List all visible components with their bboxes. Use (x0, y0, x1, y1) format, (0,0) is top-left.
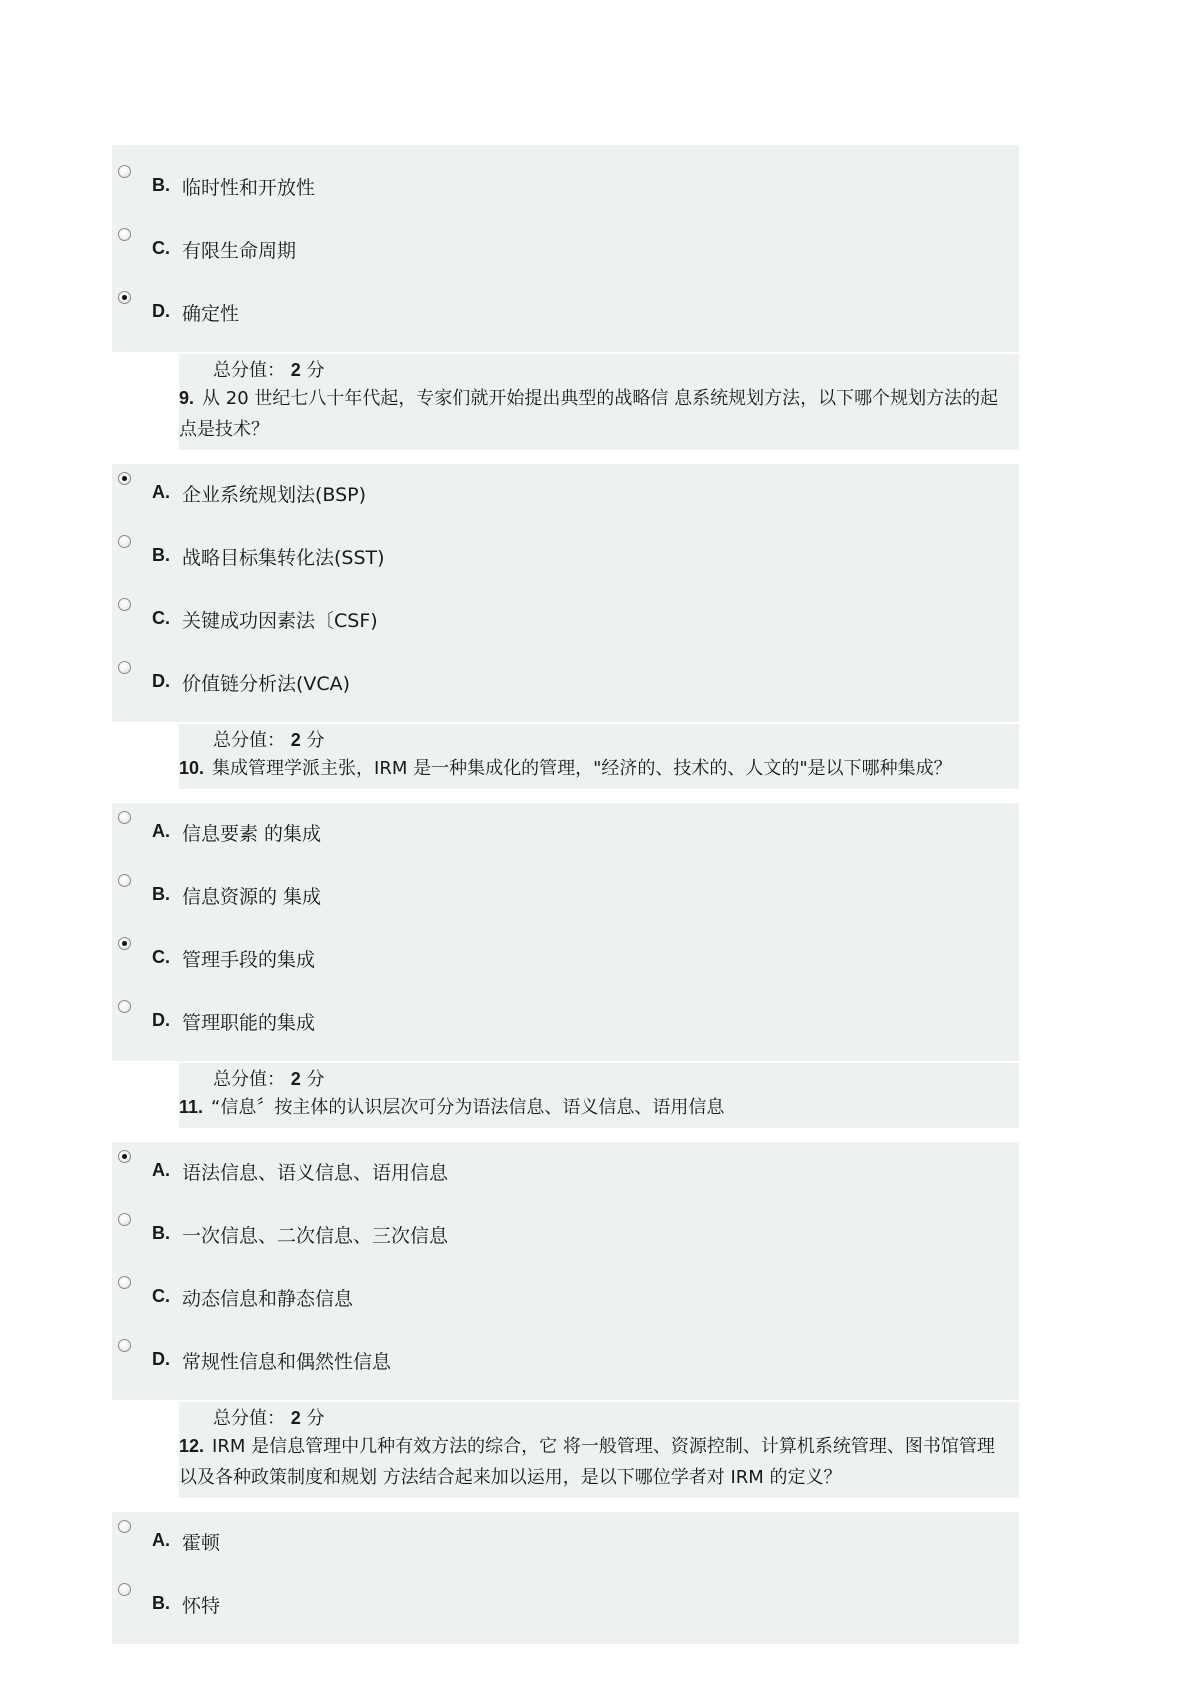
radio-q8-b[interactable] (118, 165, 131, 178)
radio-q10-b[interactable] (118, 874, 131, 887)
option-letter: D. (152, 301, 170, 321)
options-q10 (112, 803, 1019, 1061)
option-letter: B. (152, 175, 170, 195)
score-line (179, 1406, 1009, 1431)
radio-q9-b[interactable] (118, 535, 131, 548)
score-unit: 分 (306, 1069, 325, 1090)
radio-q12-b[interactable] (118, 1583, 131, 1596)
score-line (179, 728, 1009, 753)
option-q9-d[interactable] (112, 659, 1019, 722)
option-letter: C. (152, 947, 170, 967)
option-letter: B. (152, 884, 170, 904)
option-q9-b[interactable] (112, 533, 1019, 596)
option-text: 价值链分析法(VCA) (182, 673, 351, 695)
question-body: IRM 是信息管理中几种有效方法的综合，它 将一般管理、资源控制、计算机系统管理、图书馆管理以及各种政策制度和规划 方法结合起来加以运用，是以下哪位学者对 IRM 的定义？ (179, 1436, 995, 1488)
score-unit: 分 (306, 730, 325, 751)
question-body: 从 20 世纪七八十年代起，专家们就开始提出典型的战略信 息系统规划方法，以下哪个规划方法的起点是技术？ (179, 388, 999, 440)
question-body: 集成管理学派主张，IRM 是一种集成化的管理，"经济的、技术的、人文的"是以下哪种集成？ (212, 758, 952, 779)
question-body: “信息〞按主体的认识层次可分为语法信息、语义信息、语用信息 (211, 1097, 725, 1118)
radio-q11-c[interactable] (118, 1276, 131, 1289)
option-letter: D. (152, 671, 170, 691)
option-q12-a[interactable] (112, 1518, 1019, 1581)
option-letter: C. (152, 238, 170, 258)
option-letter: C. (152, 608, 170, 628)
option-q11-c[interactable] (112, 1274, 1019, 1337)
option-text: 动态信息和静态信息 (182, 1288, 354, 1310)
option-q8-b[interactable] (112, 163, 1019, 226)
option-q11-d[interactable] (112, 1337, 1019, 1400)
score-unit: 分 (306, 1408, 325, 1429)
score-value: 2 (290, 1069, 301, 1089)
question-number: 11. (179, 1097, 204, 1117)
radio-q9-a[interactable] (118, 472, 131, 485)
option-text: 一次信息、二次信息、三次信息 (182, 1225, 449, 1247)
question-number: 10. (179, 758, 205, 778)
option-text: 临时性和开放性 (182, 177, 316, 199)
option-text: 霍顿 (182, 1532, 221, 1554)
option-text: 管理手段的集成 (182, 949, 316, 971)
option-text: 信息要素 的集成 (182, 823, 322, 845)
option-text: 关键成功因素法〔CSF) (182, 610, 378, 632)
score-value: 2 (290, 360, 301, 380)
option-letter: B. (152, 1593, 170, 1613)
option-text: 战略目标集转化法(SST) (182, 547, 385, 569)
score-value: 2 (290, 730, 301, 750)
option-q10-c[interactable] (112, 935, 1019, 998)
option-letter: D. (152, 1010, 170, 1030)
quiz-content (112, 145, 1019, 1644)
question-11-header (179, 1063, 1019, 1128)
question-12-header (179, 1402, 1019, 1498)
radio-q10-c[interactable] (118, 937, 131, 950)
question-text (179, 753, 1009, 784)
radio-q11-d[interactable] (118, 1339, 131, 1352)
score-label: 总分值： (213, 1408, 285, 1429)
question-number: 12. (179, 1436, 205, 1456)
question-text (179, 1092, 1009, 1123)
radio-q10-d[interactable] (118, 1000, 131, 1013)
option-text: 语法信息、语义信息、语用信息 (182, 1162, 449, 1184)
option-q10-a[interactable] (112, 809, 1019, 872)
question-text (179, 383, 1009, 445)
question-text (179, 1431, 1009, 1493)
option-q9-a[interactable] (112, 470, 1019, 533)
option-text: 信息资源的 集成 (182, 886, 322, 908)
option-q12-b[interactable] (112, 1581, 1019, 1644)
score-unit: 分 (306, 360, 325, 381)
option-text: 确定性 (182, 303, 240, 325)
option-q10-b[interactable] (112, 872, 1019, 935)
score-label: 总分值： (213, 360, 285, 381)
score-line (179, 358, 1009, 383)
options-q11 (112, 1142, 1019, 1400)
option-letter: A. (152, 821, 170, 841)
radio-q8-d[interactable] (118, 291, 131, 304)
radio-q11-b[interactable] (118, 1213, 131, 1226)
radio-q11-a[interactable] (118, 1150, 131, 1163)
score-label: 总分值： (213, 1069, 285, 1090)
option-q8-d[interactable] (112, 289, 1019, 352)
radio-q12-a[interactable] (118, 1520, 131, 1533)
option-letter: A. (152, 1160, 170, 1180)
score-label: 总分值： (213, 730, 285, 751)
radio-q9-c[interactable] (118, 598, 131, 611)
option-text: 企业系统规划法(BSP) (182, 484, 367, 506)
option-q10-d[interactable] (112, 998, 1019, 1061)
option-q11-b[interactable] (112, 1211, 1019, 1274)
option-text: 管理职能的集成 (182, 1012, 316, 1034)
option-q11-a[interactable] (112, 1148, 1019, 1211)
question-9-header (179, 354, 1019, 450)
option-text: 常规性信息和偶然性信息 (182, 1351, 392, 1373)
question-number: 9. (179, 388, 195, 408)
option-q9-c[interactable] (112, 596, 1019, 659)
score-value: 2 (290, 1408, 301, 1428)
options-q12 (112, 1512, 1019, 1644)
radio-q9-d[interactable] (118, 661, 131, 674)
option-letter: A. (152, 1530, 170, 1550)
option-text: 有限生命周期 (182, 240, 297, 262)
radio-q10-a[interactable] (118, 811, 131, 824)
question-10-header (179, 724, 1019, 789)
option-letter: A. (152, 482, 170, 502)
option-letter: D. (152, 1349, 170, 1369)
option-text: 怀特 (182, 1595, 221, 1617)
options-q8 (112, 145, 1019, 352)
radio-q8-c[interactable] (118, 228, 131, 241)
option-letter: C. (152, 1286, 170, 1306)
options-q9 (112, 464, 1019, 722)
option-letter: B. (152, 545, 170, 565)
option-q8-c[interactable] (112, 226, 1019, 289)
score-line (179, 1067, 1009, 1092)
option-letter: B. (152, 1223, 170, 1243)
